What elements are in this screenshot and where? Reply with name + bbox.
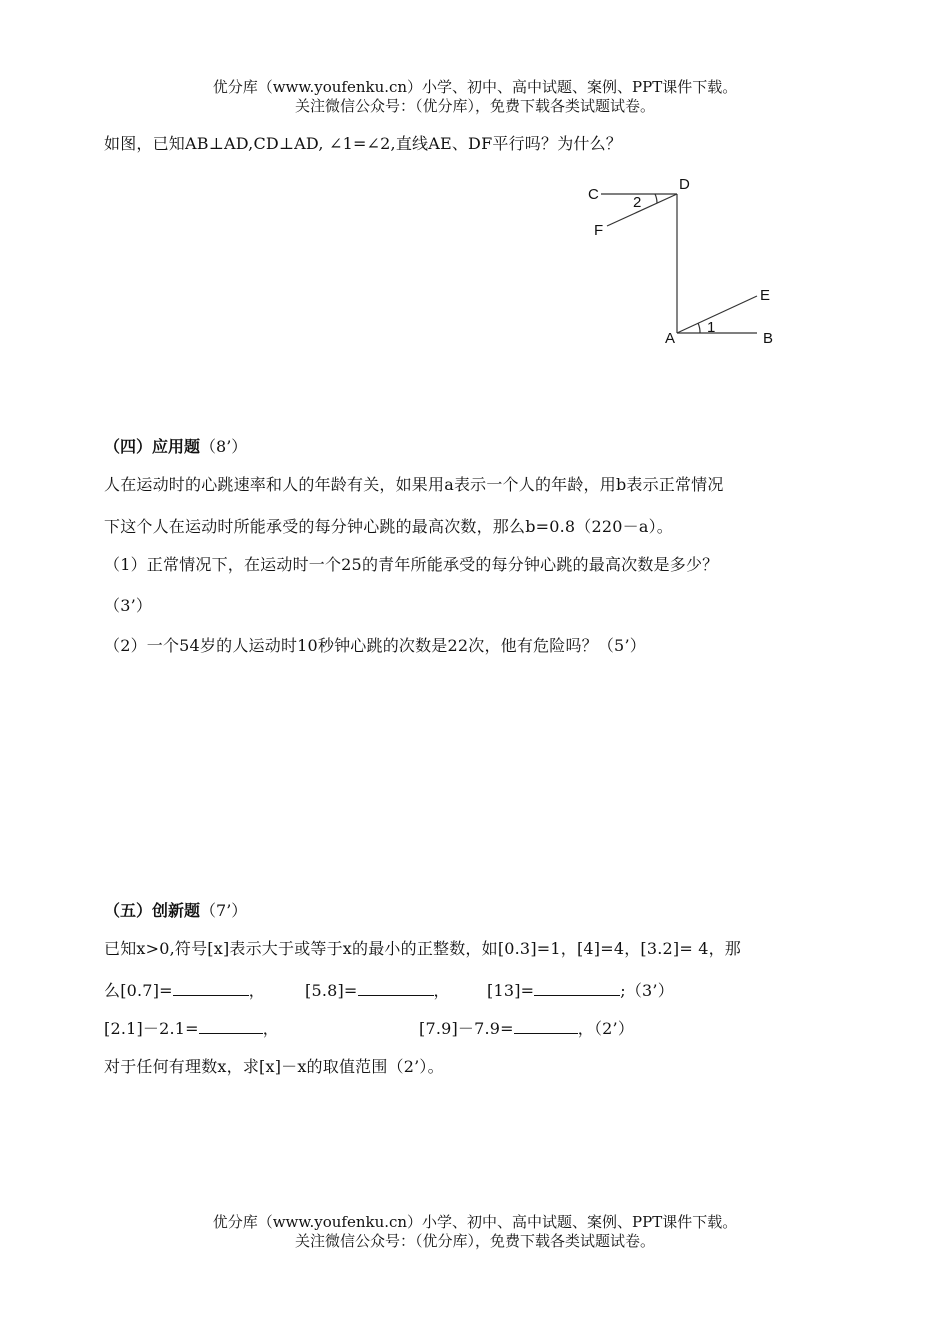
answer-blank-13[interactable] <box>534 981 620 996</box>
answer-blank-0-7[interactable] <box>173 981 249 996</box>
angle-2-arc <box>655 194 657 203</box>
answer-blank-2-1[interactable] <box>199 1019 263 1034</box>
label-b: B <box>763 330 774 347</box>
question-2: （2）一个54岁的人运动时10秒钟心跳的次数是22次，他有危险吗？（5’） <box>104 636 646 655</box>
section-5-row-2 <box>104 978 265 1001</box>
angle-1-arc <box>698 323 700 333</box>
section-5-row-2-c <box>487 978 674 1001</box>
row2-sep-a: ， <box>248 981 265 1000</box>
segment-ae <box>677 296 757 333</box>
answer-blank-5-8[interactable] <box>358 981 434 996</box>
question-1: （1）正常情况下，在运动时一个25的青年所能承受的每分钟心跳的最高次数是多少？ <box>104 555 719 574</box>
section-5-row-2-b <box>305 978 450 1001</box>
header-line-1: 优分库（www.youfenku.cn）小学、初中、高中试题、案例、PPT课件下载。 <box>212 78 738 96</box>
row2-sep-b: ， <box>433 981 450 1000</box>
label-c: C <box>588 186 599 203</box>
label-d: D <box>679 176 690 193</box>
row2-expr-c: [13]= <box>487 981 535 1000</box>
section-5-row-3-b <box>419 1016 634 1039</box>
footer-line-1: 优分库（www.youfenku.cn）小学、初中、高中试题、案例、PPT课件下载。 <box>212 1213 738 1231</box>
section-4-line-2: 下这个人在运动时所能承受的每分钟心跳的最高次数，那么b=0.8（220－a）。 <box>104 517 673 536</box>
section-5-line-4: 对于任何有理数x，求[x]－x的取值范围（2’）。 <box>104 1057 444 1076</box>
label-angle-1: 1 <box>707 319 716 336</box>
row3-expr-b: [7.9]－7.9= <box>419 1019 514 1038</box>
row3-expr-a: [2.1]－2.1= <box>104 1019 199 1038</box>
row2-expr-a: 么[0.7]= <box>104 981 173 1000</box>
section-4-line-1: 人在运动时的心跳速率和人的年龄有关，如果用a表示一个人的年龄，用b表示正常情况 <box>104 475 724 494</box>
section-5-row-3 <box>104 1016 279 1039</box>
section-4-title-text: （四）应用题 <box>104 437 201 456</box>
answer-blank-7-9[interactable] <box>514 1019 578 1034</box>
section-4-title <box>104 434 247 457</box>
section-5-line-1: 已知x>0,符号[x]表示大于或等于x的最小的正整数，如[0.3]=1，[4]=4，[3.2]= 4，那 <box>104 939 741 958</box>
row2-sep-c: ;（3’） <box>620 981 674 1000</box>
section-5-title-text: （五）创新题 <box>104 901 201 920</box>
row3-sep-a: ， <box>262 1019 279 1038</box>
section-5-title <box>104 898 247 921</box>
section-5-points: （7’） <box>200 901 248 920</box>
row2-expr-b: [5.8]= <box>305 981 358 1000</box>
geometry-figure <box>570 170 790 360</box>
footer-line-2: 关注微信公众号：（优分库），免费下载各类试题试卷。 <box>294 1232 655 1250</box>
question-1-points: （3’） <box>104 596 153 615</box>
row3-sep-b: ，（2’） <box>577 1019 635 1038</box>
segment-df <box>607 194 677 226</box>
label-angle-2: 2 <box>633 194 642 211</box>
label-a: A <box>665 330 676 347</box>
label-e: E <box>760 287 771 304</box>
section-4-points: （8’） <box>200 437 248 456</box>
label-f: F <box>594 222 604 239</box>
header-line-2: 关注微信公众号：（优分库），免费下载各类试题试卷。 <box>294 97 655 115</box>
problem-statement: 如图，已知AB⊥AD,CD⊥AD, ∠1=∠2,直线AE、DF平行吗？为什么？ <box>104 134 622 153</box>
